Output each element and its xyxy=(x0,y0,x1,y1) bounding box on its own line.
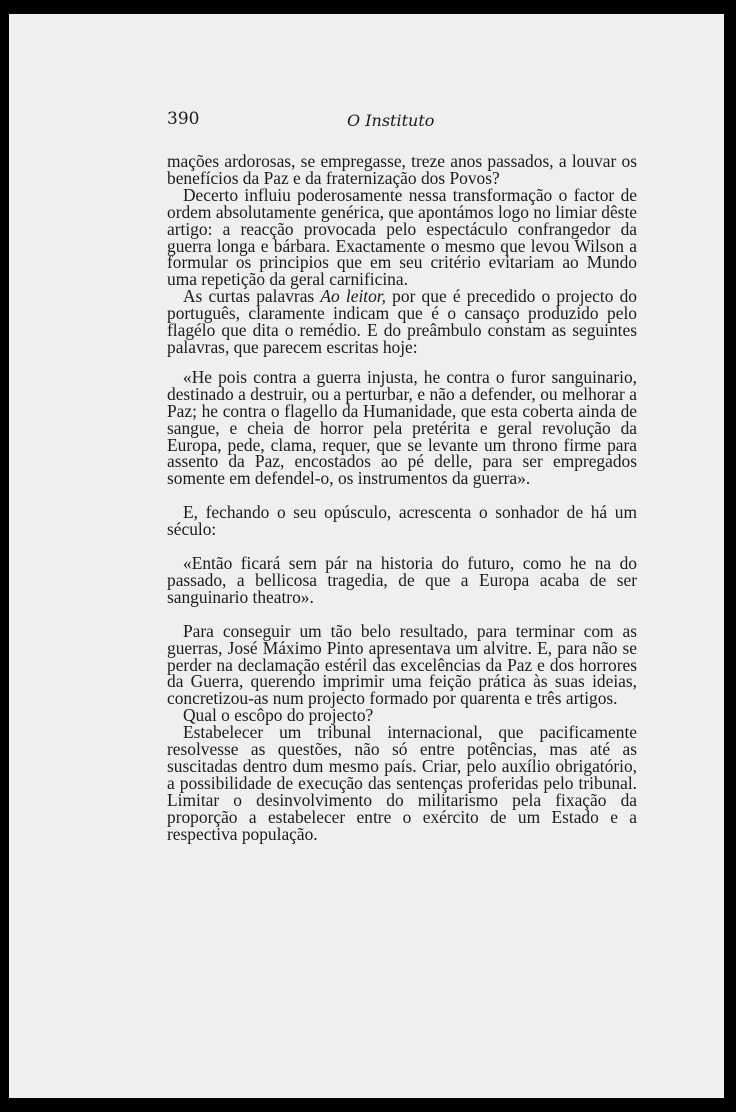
paragraph-3 xyxy=(167,288,637,356)
paragraph-1: mações ardorosas, se empregasse, treze anos passados, a louvar os benefícios da Paz e da fraternização dos Povos? xyxy=(167,151,637,188)
paragraph-7: Estabelecer um tribunal internacional, que pacificamente resolvesse as questões, não só entre potências, mas até as suscitadas dentro dum mesmo país. Criar, pelo auxílio obrigatório, a possibilidade de execução das sentenças proferidas pelo tribunal. Limitar o desinvolvimento do militarismo pela fixação da proporção a estabelecer entre o exército de um Estado e a respectiva população. xyxy=(167,722,637,844)
paragraph-4: E, fechando o seu opúsculo, acrescenta o sonhador de há um século: xyxy=(167,502,637,540)
paragraph-3-start: As curtas palavras xyxy=(183,286,321,307)
preface-title: Ao leitor, xyxy=(320,286,386,307)
paragraph-2: Decerto influiu poderosamente nessa transformação o factor de ordem absolutamente genérica, que apontámos logo no limiar dêste artigo: a reacção provocada pelo espectáculo confrangedor da guerra longa e bárbara. Exactamente o mesmo que levou Wilson a formular os principios que em seu critério evitariam ao Mundo uma repetição da geral carnificina. xyxy=(167,184,637,290)
page-number: 390 xyxy=(167,109,200,129)
block-quote-1: «He pois contra a guerra injusta, he contra o furor sanguinario, destinado a destruir, ou a perturbar, e não a defender, ou melhorar a Paz; he contra o flagello da Humanidade, que esta coberta ainda de sangue, e cheia de horror pela pretérita e geral revolução da Europa, pede, clama, requer, que se levante um throno firme para assento da Paz, encostados ao pé delle, para ser empregados somente em defendel-o, os instrumentos da guerra». xyxy=(167,366,637,489)
running-title: O Instituto xyxy=(347,111,435,130)
paragraph-3-end: por que é precedido o projecto do português, claramente indicam que é o cansaço produzido pelo flagélo que dita o remédio. E do preâmbulo constam as seguintes palavras, que parecem escritas hoje: xyxy=(167,286,637,357)
paragraph-6: Qual o escôpo do projecto? xyxy=(183,705,374,726)
block-quote-2: «Então ficará sem pár na historia do futuro, como he na do passado, a bellicosa tragedia, de que a Europa acaba de ser sanguinario theatro». xyxy=(167,553,637,607)
page-header xyxy=(167,109,637,137)
page-content xyxy=(167,109,637,843)
paragraph-5: Para conseguir um tão belo resultado, para terminar com as guerras, José Máximo Pinto apresentava um alvitre. E, para não se perder na declamação estéril das excelências da Paz e dos horrores da Guerra, querendo imprimir uma feição prática às suas ideias, concretizou-as num projecto formado por quarenta e três artigos. xyxy=(167,620,637,709)
